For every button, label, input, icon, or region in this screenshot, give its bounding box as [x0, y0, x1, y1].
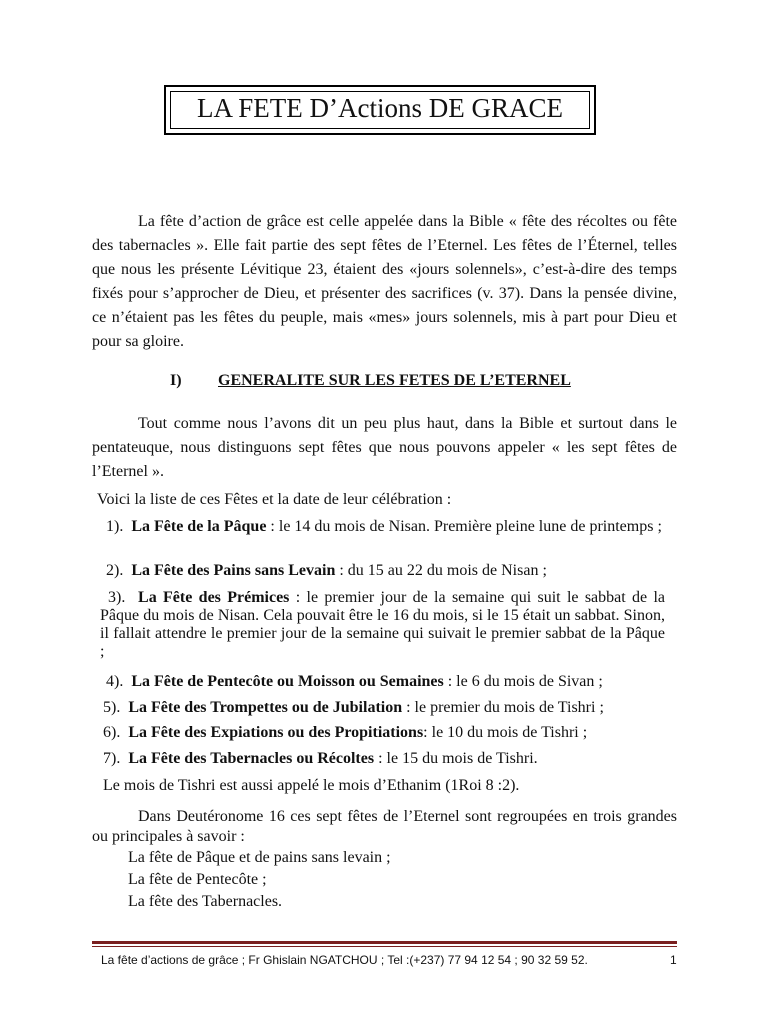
page-number: 1	[670, 953, 677, 967]
feast-name: La Fête des Trompettes ou de Jubilation	[128, 699, 403, 716]
list-intro: Voici la liste de ces Fêtes et la date de leur célébration :	[97, 491, 452, 508]
feast-number: 6).	[103, 724, 121, 741]
feast-number: 3).	[108, 589, 126, 606]
section-number: I)	[170, 372, 182, 389]
feast-date: : le 6 du mois de Sivan ;	[443, 673, 603, 690]
feast-item-4	[106, 673, 603, 691]
title-box	[164, 85, 596, 135]
feast-group-3: La fête des Tabernacles.	[128, 893, 283, 910]
feast-name: La Fête des Tabernacles ou Récoltes	[128, 750, 375, 767]
feast-item-6	[103, 724, 587, 742]
feast-number: 1).	[106, 518, 124, 535]
feasts-overview-paragraph: Tout comme nous l’avons dit un peu plus haut, dans la Bible et surtout dans le pentateuque, nous distinguons sept fêtes que nous pouvons appeler « les sept fêtes de l’Eternel ».	[92, 415, 677, 480]
deuteronomy-paragraph: Dans Deutéronome 16 ces sept fêtes de l’Eternel sont regroupées en trois grandes ou principales à savoir :	[92, 808, 677, 845]
feast-date: : le 15 du mois de Tishri.	[374, 750, 538, 767]
feast-group-1: La fête de Pâque et de pains sans levain ;	[128, 849, 391, 866]
feast-item-1	[103, 518, 677, 536]
feast-name: La Fête des Pains sans Levain	[131, 562, 336, 579]
feast-date: : le 14 du mois de Nisan. Première pleine lune de printemps ;	[266, 518, 662, 535]
feast-number: 5).	[103, 699, 121, 716]
feast-item-3	[100, 589, 665, 661]
feast-date: : le premier jour de la semaine qui suit le sabbat de la Pâque du mois de Nisan. Cela pouvait être le 16 du mois, si le 15 était un sabbat. Sinon, il fallait attendre le premier jour de la semaine qui suivait le premier sabbat de la Pâque ;	[100, 589, 666, 660]
section-heading	[170, 369, 571, 393]
feast-number: 7).	[103, 750, 121, 767]
feast-date: : le 10 du mois de Tishri ;	[423, 724, 588, 741]
feast-group-2: La fête de Pentecôte ;	[128, 871, 267, 888]
footer-text: La fête d’actions de grâce ; Fr Ghislain NGATCHOU ; Tel :(+237) 77 94 12 54 ; 90 32 59 52.	[101, 953, 588, 967]
intro-paragraph: La fête d’action de grâce est celle appelée dans la Bible « fête des récoltes ou fête des tabernacles ». Elle fait partie des sept fêtes de l’Eternel. Les fêtes de l’Éternel, telles que nous les présente Lévitique 23, étaient des «jours solennels», c’est-à-dire des temps fixés pour s’approcher de Dieu, et présenter des sacrifices (v. 37). Dans la pensée divine, ce n’étaient pas les fêtes du peuple, mais «mes» jours solennels, mis à part pour Dieu et pour sa gloire.	[92, 213, 677, 350]
feast-number: 2).	[106, 562, 124, 579]
feast-name: La Fête de Pentecôte ou Moisson ou Semaines	[131, 673, 444, 690]
feast-item-7	[103, 750, 538, 768]
tishri-note: Le mois de Tishri est aussi appelé le mois d’Ethanim (1Roi 8 :2).	[103, 777, 520, 794]
feast-date: : du 15 au 22 du mois de Nisan ;	[335, 562, 547, 579]
feast-item-5	[103, 699, 604, 717]
feast-name: La Fête des Expiations ou des Propitiations	[128, 724, 424, 741]
footer-rule-thin	[92, 946, 677, 947]
document-title: LA FETE D’Actions DE GRACE	[197, 93, 563, 123]
feast-name: La Fête des Prémices	[138, 589, 290, 606]
feast-item-2	[106, 562, 547, 580]
feast-date: : le premier du mois de Tishri ;	[402, 699, 604, 716]
feast-number: 4).	[106, 673, 124, 690]
feast-name: La Fête de la Pâque	[131, 518, 267, 535]
footer-rule-thick	[92, 941, 677, 944]
section-title: GENERALITE SUR LES FETES DE L’ETERNEL	[218, 372, 571, 389]
